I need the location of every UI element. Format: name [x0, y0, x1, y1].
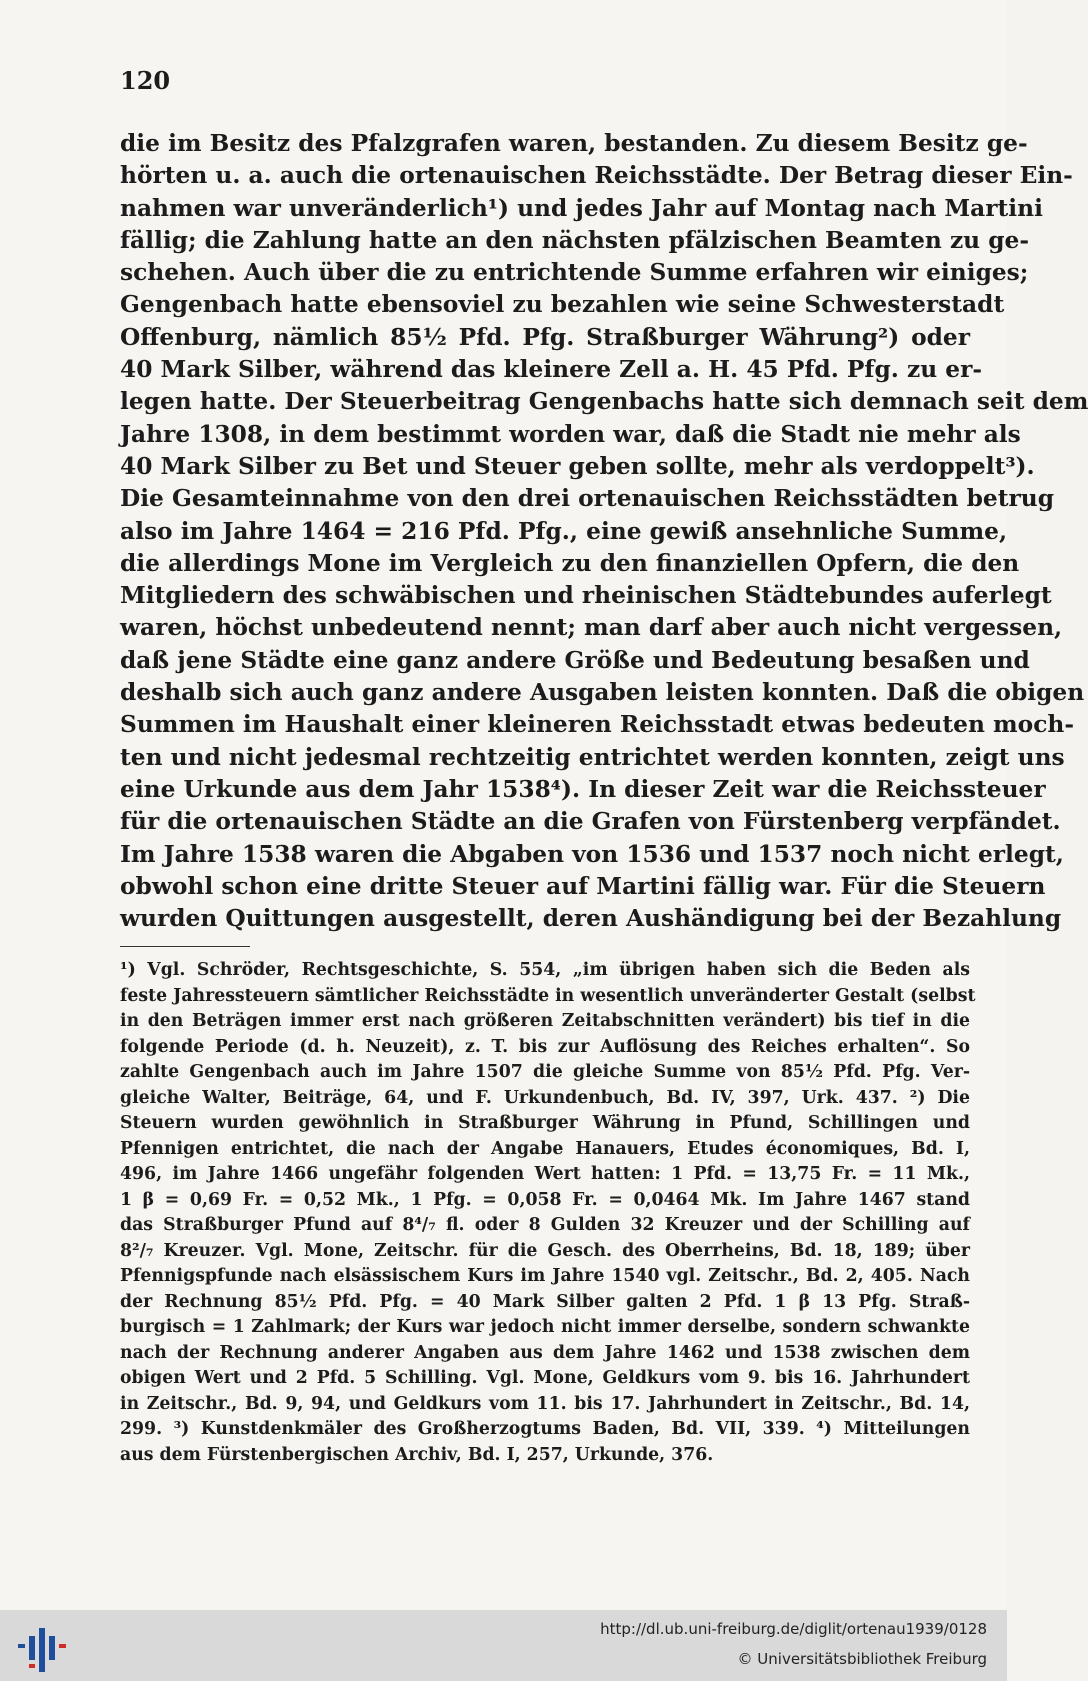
main-text-line: deshalb sich auch ganz andere Ausgaben leisten konnten. Daß die obigen: [120, 679, 1085, 707]
footnote-line: 496, im Jahre 1466 ungefähr folgenden Wert hatten: 1 Pfd. = 13,75 Fr. = 11 Mk.,: [120, 1164, 970, 1184]
main-text-line: hörten u. a. auch die ortenauischen Reichsstädte. Der Betrag dieser Ein-: [120, 162, 1073, 190]
copyright-notice: © Universitätsbibliothek Freiburg: [737, 1650, 987, 1668]
main-text-line: Gengenbach hatte ebensoviel zu bezahlen wie seine Schwesterstadt: [120, 291, 1005, 319]
footnotes: [120, 958, 976, 1468]
main-text-line: Jahre 1308, in dem bestimmt worden war, daß die Stadt nie mehr als: [120, 420, 1021, 448]
footnote-line: nach der Rechnung anderer Angaben aus dem Jahre 1462 und 1538 zwischen dem: [120, 1342, 970, 1363]
page-number: 120: [120, 66, 171, 95]
footnote-line: in Zeitschr., Bd. 9, 94, und Geldkurs vom 11. bis 17. Jahrhundert in Zeitschr., Bd. 14,: [120, 1393, 970, 1414]
footnote-line: der Rechnung 85½ Pfd. Pfg. = 40 Mark Silber galten 2 Pfd. 1 β 13 Pfg. Straß-: [120, 1291, 970, 1312]
footnote-line: ¹) Vgl. Schröder, Rechtsgeschichte, S. 554, „im übrigen haben sich die Beden als: [120, 960, 970, 980]
main-text-line: legen hatte. Der Steuerbeitrag Gengenbachs hatte sich demnach seit dem: [120, 388, 1088, 416]
footnote-line: 299. ³) Kunstdenkmäler des Großherzogtums Baden, Bd. VII, 339. ⁴) Mitteilungen: [120, 1419, 970, 1439]
footnote-line: feste Jahressteuern sämtlicher Reichsstädte in wesentlich unveränderter Gestalt (selbst: [120, 985, 976, 1006]
main-text-line: nahmen war unveränderlich¹) und jedes Jahr auf Montag nach Martini: [120, 194, 1043, 222]
main-text-line: 40 Mark Silber, während das kleinere Zell a. H. 45 Pfd. Pfg. zu er-: [120, 356, 983, 384]
main-text-line: also im Jahre 1464 = 216 Pfd. Pfg., eine gewiß ansehnliche Summe,: [120, 517, 1008, 545]
main-text-line: eine Urkunde aus dem Jahr 1538⁴). In dieser Zeit war die Reichssteuer: [120, 775, 1046, 803]
main-text-line: ten und nicht jedesmal rechtzeitig entrichtet werden konnten, zeigt uns: [120, 743, 1065, 771]
footnote-line: Steuern wurden gewöhnlich in Straßburger Währung in Pfund, Schillingen und: [120, 1113, 970, 1133]
footnote-line: gleiche Walter, Beiträge, 64, und F. Urkundenbuch, Bd. IV, 397, Urk. 437. ²) Die: [120, 1087, 970, 1108]
footnote-line: in den Beträgen immer erst nach größeren Zeitabschnitten verändert) bis tief in die: [120, 1011, 970, 1031]
footer-bar: [0, 1610, 1007, 1681]
main-text-line: wurden Quittungen ausgestellt, deren Aushändigung bei der Bezahlung: [120, 905, 1062, 933]
footnote-line: 1 β = 0,69 Fr. = 0,52 Mk., 1 Pfg. = 0,058 Fr. = 0,0464 Mk. Im Jahre 1467 stand: [120, 1189, 970, 1210]
footnote-line: 8²/₇ Kreuzer. Vgl. Mone, Zeitschr. für die Gesch. des Oberrheins, Bd. 18, 189; über: [120, 1240, 970, 1261]
footnote-line: Pfennigen entrichtet, die nach der Angabe Hanauers, Etudes économiques, Bd. I,: [120, 1138, 970, 1159]
footnote-divider: [120, 946, 250, 947]
main-text-line: obwohl schon eine dritte Steuer auf Martini fällig war. Für die Steuern: [120, 872, 1046, 900]
main-text-line: Mitgliedern des schwäbischen und rheinischen Städtebundes auferlegt: [120, 582, 1052, 610]
footnote-line: zahlte Gengenbach auch im Jahre 1507 die gleiche Summe von 85½ Pfd. Pfg. Ver-: [120, 1062, 970, 1082]
main-text-line: die allerdings Mone im Vergleich zu den finanziellen Opfern, die den: [120, 549, 1020, 577]
main-text-line: schehen. Auch über die zu entrichtende Summe erfahren wir einiges;: [120, 259, 1029, 287]
main-text-line: waren, höchst unbedeutend nennt; man darf aber auch nicht vergessen,: [120, 614, 1063, 642]
main-text-line: Offenburg, nämlich 85½ Pfd. Pfg. Straßburger Währung²) oder: [120, 323, 970, 351]
permalink-url[interactable]: http://dl.ub.uni-freiburg.de/diglit/ortenau1939/0128: [600, 1620, 987, 1638]
main-text-line: 40 Mark Silber zu Bet und Steuer geben sollte, mehr als verdoppelt³).: [120, 452, 1035, 480]
footnote-line: burgisch = 1 Zahlmark; der Kurs war jedoch nicht immer derselbe, sondern schwankte: [120, 1317, 970, 1337]
footnote-line: das Straßburger Pfund auf 8⁴/₇ fl. oder 8 Gulden 32 Kreuzer und der Schilling auf: [120, 1215, 970, 1235]
main-text-line: Im Jahre 1538 waren die Abgaben von 1536 und 1537 noch nicht erlegt,: [120, 840, 1064, 868]
footnote-line: folgende Periode (d. h. Neuzeit), z. T. bis zur Auflösung des Reiches erhalten“. So: [120, 1036, 970, 1057]
main-text: [120, 128, 1088, 935]
main-text-line: fällig; die Zahlung hatte an den nächsten pfälzischen Beamten zu ge-: [120, 226, 1029, 254]
footnote-line: obigen Wert und 2 Pfd. 5 Schilling. Vgl. Mone, Geldkurs vom 9. bis 16. Jahrhundert: [120, 1368, 970, 1388]
main-text-line: daß jene Städte eine ganz andere Größe und Bedeutung besaßen und: [120, 646, 1030, 674]
main-text-line: die im Besitz des Pfalzgrafen waren, bestanden. Zu diesem Besitz ge-: [120, 130, 1028, 157]
main-text-line: Summen im Haushalt einer kleineren Reichsstadt etwas bedeuten moch-: [120, 711, 1074, 739]
main-text-line: Die Gesamteinnahme von den drei ortenauischen Reichsstädten betrug: [120, 485, 1054, 513]
footnote-line: aus dem Fürstenbergischen Archiv, Bd. I, 257, Urkunde, 376.: [120, 1444, 714, 1465]
main-text-line: für die ortenauischen Städte an die Grafen von Fürstenberg verpfändet.: [120, 808, 1061, 836]
footnote-line: Pfennigspfunde nach elsässischem Kurs im Jahre 1540 vgl. Zeitschr., Bd. 2, 405. Nach: [120, 1266, 970, 1286]
ub-freiburg-logo-icon: [18, 1624, 68, 1672]
